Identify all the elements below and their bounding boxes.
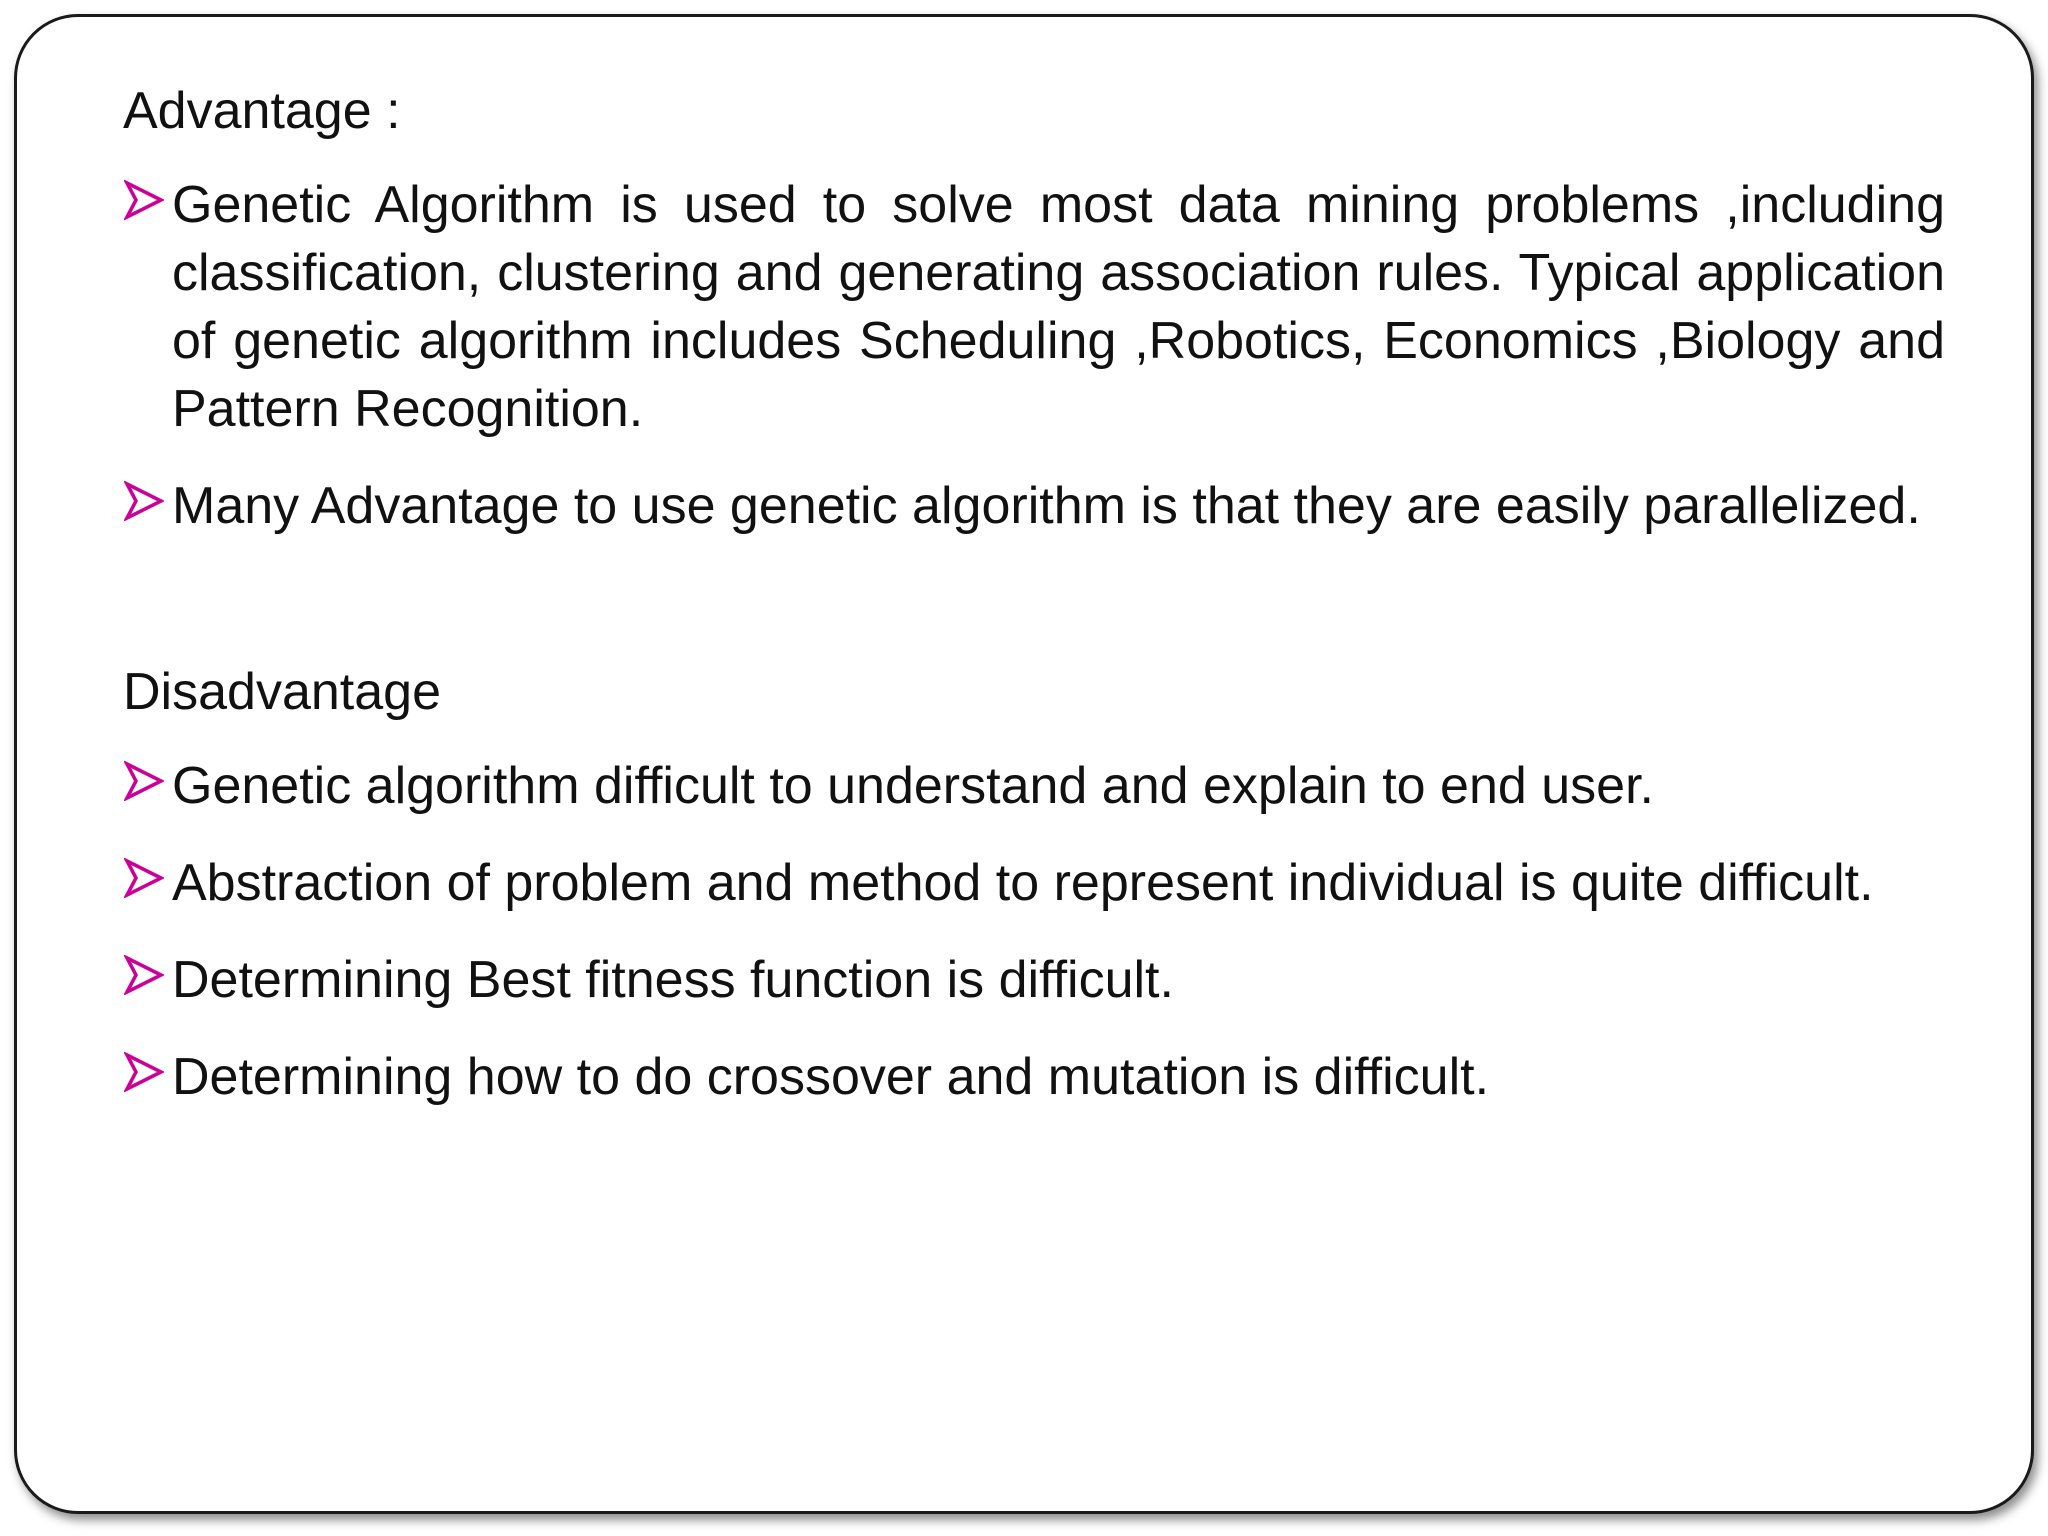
disadvantage-bullet-text: Abstraction of problem and method to represent individual is quite difficult.	[172, 854, 1874, 912]
arrow-bullet-icon	[124, 858, 164, 898]
slide-content	[123, 77, 1945, 1140]
advantage-heading: Advantage :	[123, 82, 401, 140]
disadvantage-bullet-4	[123, 1043, 1945, 1111]
disadvantage-bullet-text: Genetic algorithm difficult to understand and explain to end user.	[172, 757, 1654, 815]
advantage-bullet-1	[123, 171, 1945, 443]
advantage-bullet-2	[123, 472, 1945, 540]
disadvantage-bullet-3	[123, 946, 1945, 1014]
arrow-bullet-icon	[124, 955, 164, 995]
arrow-bullet-icon	[124, 180, 164, 220]
disadvantage-bullet-1	[123, 752, 1945, 820]
advantage-bullet-text: Genetic Algorithm is used to solve most data mining problems ,including classification, clustering and generating association rules. Typical application of genetic algorithm includes Scheduling ,Robotics, Economics ,Biology and Pattern Recognition.	[172, 176, 1945, 438]
arrow-bullet-icon	[124, 481, 164, 521]
disadvantage-bullet-text: Determining Best fitness function is difficult.	[172, 951, 1174, 1009]
arrow-bullet-icon	[124, 1052, 164, 1092]
disadvantage-bullet-text: Determining how to do crossover and mutation is difficult.	[172, 1048, 1490, 1106]
slide-frame	[14, 14, 2034, 1514]
arrow-bullet-icon	[124, 761, 164, 801]
advantage-bullet-text: Many Advantage to use genetic algorithm is that they are easily parallelized.	[172, 477, 1921, 535]
disadvantage-bullet-2	[123, 849, 1945, 917]
disadvantage-heading: Disadvantage	[123, 663, 441, 721]
